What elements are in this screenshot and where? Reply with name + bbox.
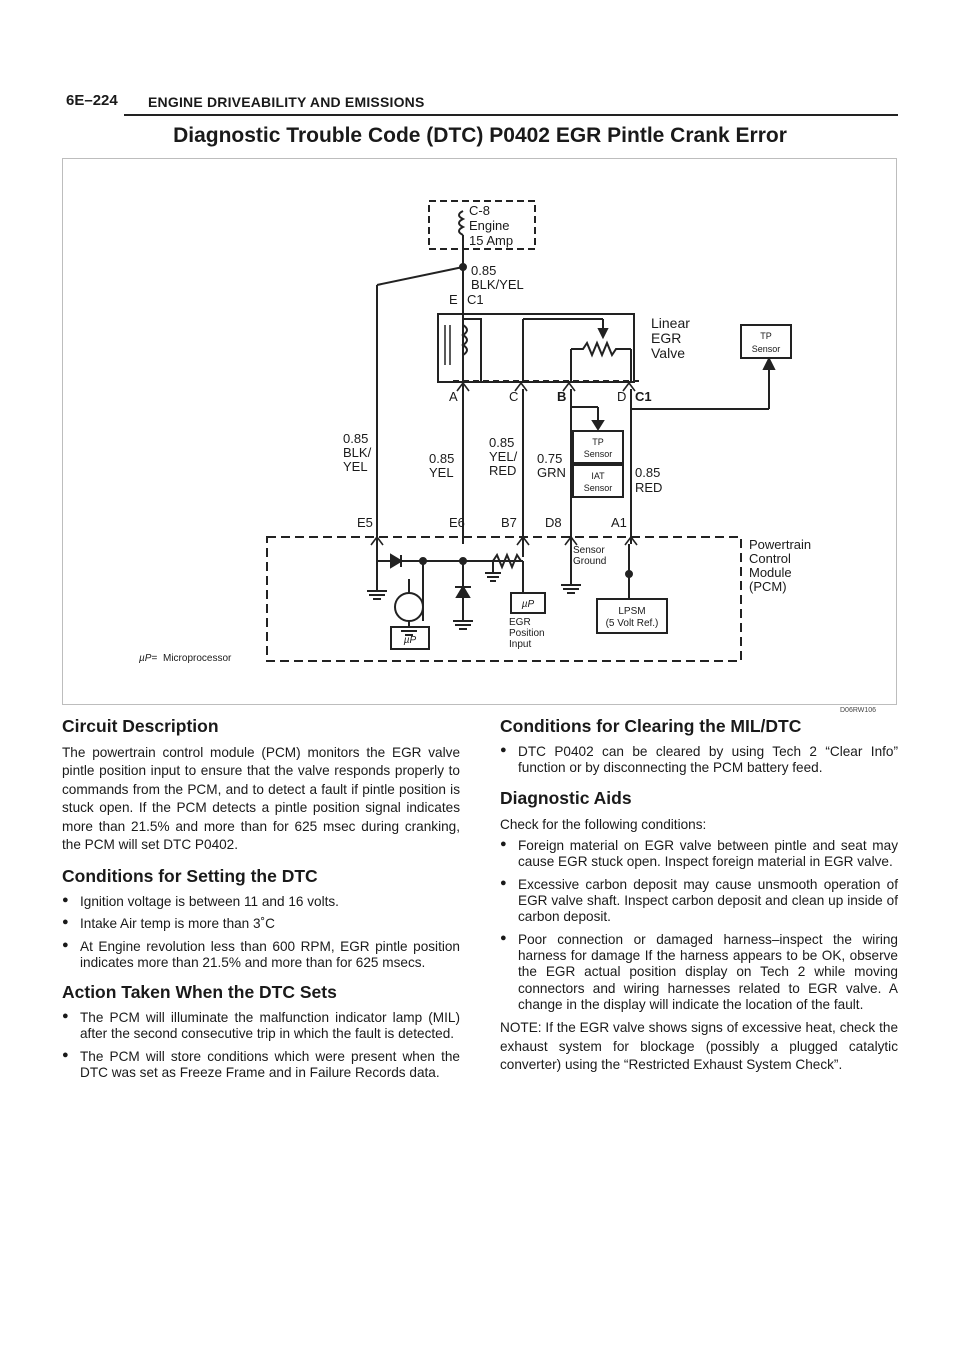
section-title: ENGINE DRIVEABILITY AND EMISSIONS bbox=[148, 94, 425, 110]
clearing-conditions-list bbox=[500, 744, 898, 777]
pin-e5-label: E5 bbox=[357, 515, 373, 530]
w5-gauge: 0.85 bbox=[635, 465, 661, 480]
clearing-conditions-heading: Conditions for Clearing the MIL/DTC bbox=[500, 716, 802, 736]
action-taken-heading: Action Taken When the DTC Sets bbox=[62, 982, 337, 1003]
pin-c-label: C bbox=[509, 389, 519, 404]
potentiometer-icon bbox=[571, 343, 631, 355]
page-header bbox=[66, 88, 898, 118]
w3-color-2: RED bbox=[489, 463, 517, 478]
page-title: Diagnostic Trouble Code (DTC) P0402 EGR Pintle Crank Error bbox=[173, 124, 787, 147]
pin-b-label: B bbox=[557, 389, 567, 404]
list-item: ● The PCM will store conditions which were present when the DTC was set as Freeze Frame and in Failure Records data. bbox=[62, 1049, 460, 1082]
sensor-ground-label-2: Ground bbox=[573, 556, 607, 567]
wiring-diagram bbox=[62, 158, 897, 705]
tp-label-1: TP bbox=[592, 437, 604, 447]
top-conn-pin: E bbox=[449, 292, 458, 307]
diagnostic-aids-intro: Check for the following conditions: bbox=[500, 816, 707, 832]
micro-p-label-1: µP bbox=[403, 635, 417, 646]
iat-label-2: Sensor bbox=[583, 483, 613, 493]
fuse-label-2: Engine bbox=[469, 218, 510, 233]
figure-id: D06RW106 bbox=[840, 707, 877, 714]
circuit-description-heading: Circuit Description bbox=[62, 716, 219, 736]
w4-color: GRN bbox=[537, 465, 566, 480]
w5-color: RED bbox=[635, 480, 663, 495]
list-item: ● Excessive carbon deposit may cause unsmooth operation of EGR valve shaft. Inspect carbon deposit and clean up inside of carbon deposit. bbox=[500, 877, 898, 926]
setting-conditions-heading: Conditions for Setting the DTC bbox=[62, 865, 318, 886]
fuse-label-1: C-8 bbox=[469, 203, 490, 218]
egr-input-label-2: Position bbox=[509, 628, 545, 639]
legend-symbol: µP= bbox=[139, 653, 158, 664]
top-wire-gauge: 0.85 bbox=[471, 263, 497, 278]
w1-gauge: 0.85 bbox=[343, 431, 369, 446]
tp-remote-label-2: Sensor bbox=[751, 344, 781, 354]
header-rule bbox=[124, 114, 898, 116]
w1-color-2: YEL bbox=[343, 459, 368, 474]
top-conn-label: C1 bbox=[467, 292, 484, 307]
page-number: 6E–224 bbox=[66, 92, 118, 109]
pin-d-label: D bbox=[617, 389, 627, 404]
lpsm-label-2: (5 Volt Ref.) bbox=[605, 618, 659, 629]
micro-p-label-2: µP bbox=[521, 599, 535, 610]
list-item: ● At Engine revolution less than 600 RPM, EGR pintle position indicates more than 21.5% and more than for 625 msecs. bbox=[62, 939, 460, 972]
list-item: ● Poor connection or damaged harness–inspect the wiring harness for damage If the harness appears to be OK, observe the EGR actual position display on Tech 2 while moving connectors and wiring harnesses related to EGR valve. A change in the display will indicate the location of the fault. bbox=[500, 932, 898, 1014]
iat-label-1: IAT bbox=[591, 471, 605, 481]
fuse-label-3: 15 Amp bbox=[469, 233, 514, 248]
pcm-label-4: (PCM) bbox=[749, 579, 787, 594]
diagnostic-aids-list bbox=[500, 838, 898, 1013]
transistor-icon bbox=[395, 593, 423, 621]
setting-conditions-list bbox=[62, 894, 460, 971]
w4-gauge: 0.75 bbox=[537, 451, 563, 466]
w2-color: YEL bbox=[429, 465, 454, 480]
w3-gauge: 0.85 bbox=[489, 435, 515, 450]
pin-a-label: A bbox=[449, 389, 458, 404]
w2-gauge: 0.85 bbox=[429, 451, 455, 466]
valve-label-2: EGR bbox=[651, 330, 682, 346]
list-item: ● Foreign material on EGR valve between pintle and seat may cause EGR stuck open. Inspect foreign material in EGR valve. bbox=[500, 838, 898, 871]
egr-input-label-1: EGR bbox=[509, 617, 531, 628]
pin-c1-label: C1 bbox=[635, 389, 652, 404]
w3-color-1: YEL/ bbox=[489, 449, 518, 464]
arrow-up-icon bbox=[764, 359, 774, 369]
right-column bbox=[500, 716, 898, 1075]
tp-remote-label-1: TP bbox=[760, 331, 772, 341]
list-item: ● DTC P0402 can be cleared by using Tech 2 “Clear Info” function or by disconnecting the PCM battery feed. bbox=[500, 744, 898, 777]
pcm-label-3: Module bbox=[749, 565, 792, 580]
list-item: ● The PCM will illuminate the malfunction indicator lamp (MIL) after the second consecutive trip in which the fault is detected. bbox=[62, 1010, 460, 1043]
pcm-label-1: Powertrain bbox=[749, 537, 812, 552]
diagnostic-aids-heading: Diagnostic Aids bbox=[500, 787, 632, 808]
pcm-box bbox=[267, 537, 741, 661]
lpsm-label-1: LPSM bbox=[618, 606, 646, 617]
pin-e6-label: E6 bbox=[449, 515, 465, 530]
note-text: NOTE: If the EGR valve shows signs of excessive heat, check the exhaust system for blockage (possibly a plugged catalytic converter) using the “Restricted Exhaust System Check”. bbox=[500, 1020, 898, 1073]
list-item: ● Ignition voltage is between 11 and 16 volts. bbox=[62, 894, 460, 910]
sensor-ground-label-1: Sensor bbox=[573, 545, 605, 556]
valve-label-3: Valve bbox=[651, 345, 685, 361]
pin-d8-label: D8 bbox=[545, 515, 562, 530]
wiring-diagram-svg bbox=[63, 159, 898, 706]
pin-b7-label: B7 bbox=[501, 515, 517, 530]
action-taken-list bbox=[62, 1010, 460, 1081]
legend-text: Microprocessor bbox=[163, 653, 232, 664]
pcm-label-2: Control bbox=[749, 551, 791, 566]
fuse-icon bbox=[459, 211, 463, 235]
w1-color-1: BLK/ bbox=[343, 445, 372, 460]
egr-input-label-3: Input bbox=[509, 639, 532, 650]
valve-label-1: Linear bbox=[651, 315, 690, 331]
pin-a1-label: A1 bbox=[611, 515, 627, 530]
tp-label-2: Sensor bbox=[583, 449, 613, 459]
top-wire-color: BLK/YEL bbox=[471, 277, 524, 292]
list-item: ● Intake Air temp is more than 3˚C bbox=[62, 916, 460, 932]
circuit-description-text: The powertrain control module (PCM) monitors the EGR valve pintle position input to ensure that the valve responds properly to commands from the PCM, and to detect a fault if pintle position is stuck open. If the PCM detects a pintle position signal indicates more than 21.5% and more than for 625 msec during cranking, the PCM will set DTC P0402. bbox=[62, 745, 460, 853]
left-column bbox=[62, 716, 460, 1087]
